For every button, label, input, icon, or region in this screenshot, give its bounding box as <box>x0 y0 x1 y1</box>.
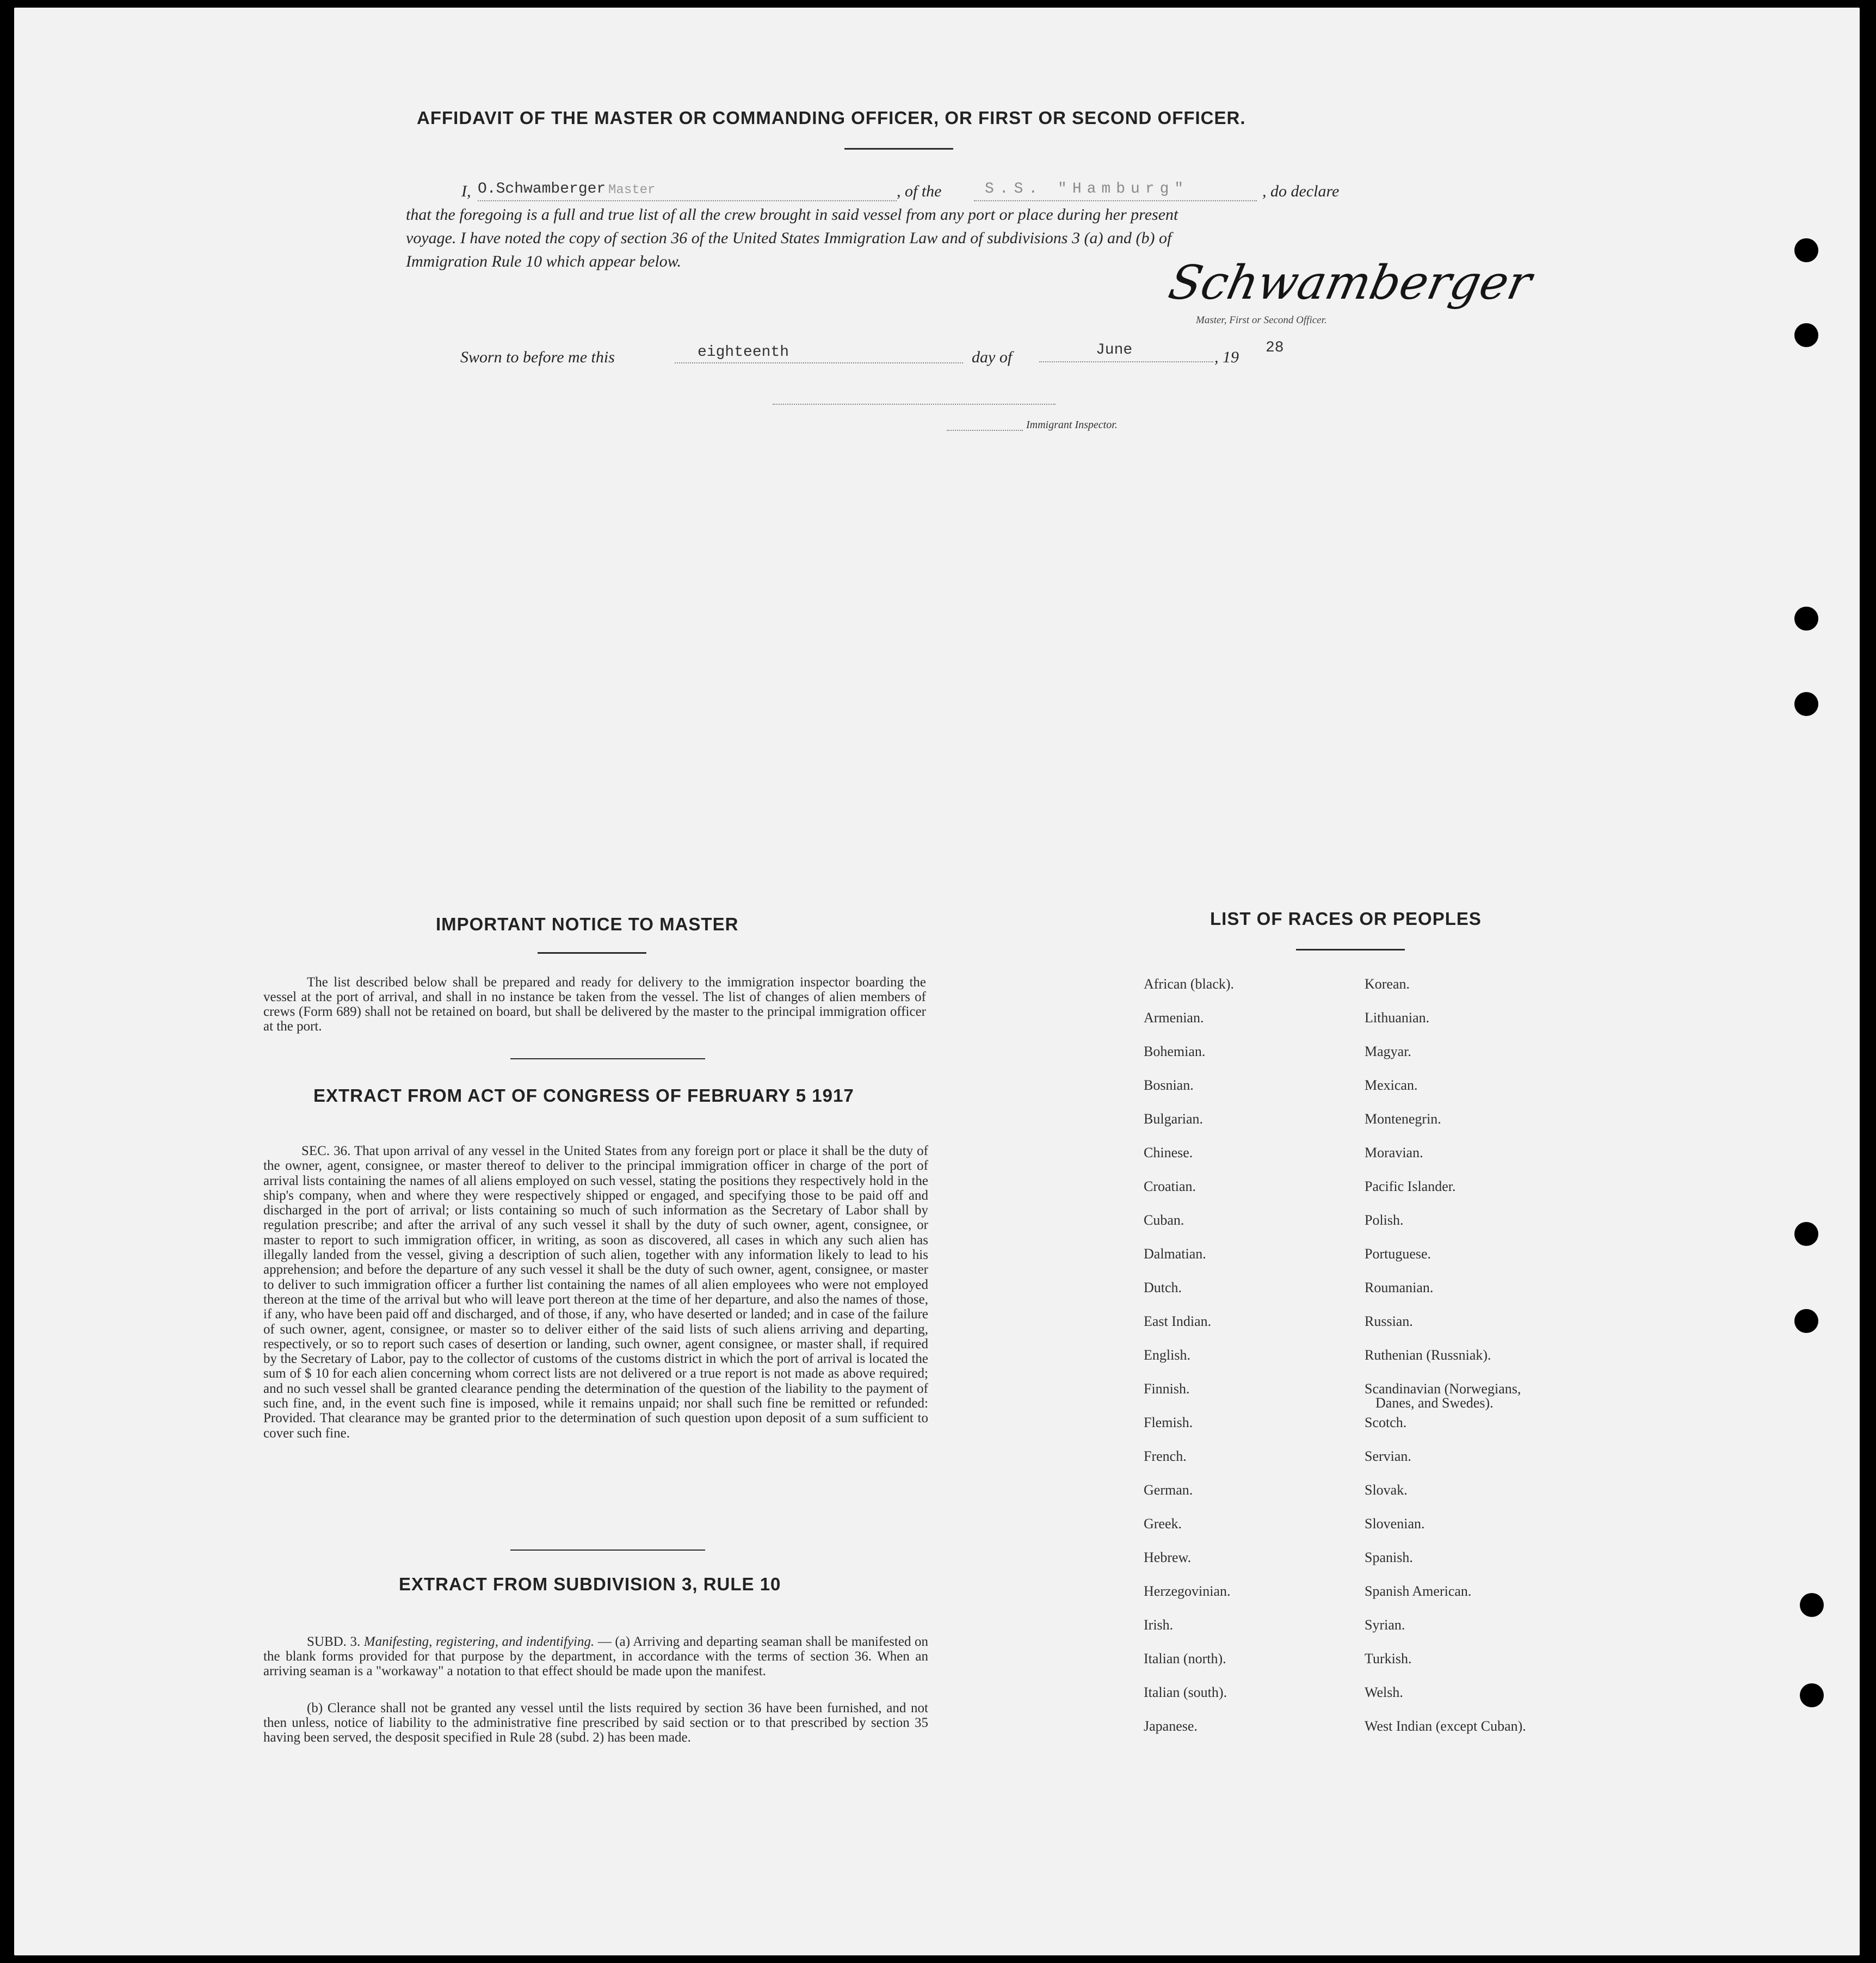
punch-hole <box>1800 1593 1824 1617</box>
sworn-day: eighteenth <box>698 344 789 361</box>
race-item: Italian (south). <box>1144 1684 1227 1700</box>
sworn-month-dotline <box>1039 361 1213 362</box>
race-item: Hebrew. <box>1144 1550 1192 1565</box>
race-item: Pacific Islander. <box>1365 1178 1456 1194</box>
rule-separator-top <box>510 1550 705 1551</box>
of-the-label: , of the <box>897 182 942 200</box>
race-item: African (black). <box>1144 976 1235 992</box>
race-item: Croatian. <box>1144 1178 1196 1194</box>
race-item: Slovenian. <box>1365 1516 1425 1532</box>
affidavit-line-3: voyage. I have noted the copy of section 36 of the United States Immigration Law and of subdivisions 3 (a) and (b) of <box>406 229 1172 247</box>
race-item: Chinese. <box>1144 1145 1193 1160</box>
race-item: Polish. <box>1365 1212 1404 1228</box>
race-item: Roumanian. <box>1365 1280 1434 1295</box>
race-item: Mexican. <box>1365 1077 1418 1093</box>
notice-separator-rule <box>510 1058 705 1059</box>
rule-title: EXTRACT FROM SUBDIVISION 3, RULE 10 <box>399 1574 781 1594</box>
race-item: Lithuanian. <box>1365 1010 1430 1026</box>
race-item: Italian (north). <box>1144 1651 1226 1666</box>
races-title: LIST OF RACES OR PEOPLES <box>1210 909 1482 929</box>
affidavit-i: I, <box>461 182 471 200</box>
master-signature: Schwamberger <box>1164 256 1536 310</box>
race-item: Magyar. <box>1365 1044 1411 1059</box>
race-item: Spanish American. <box>1365 1583 1472 1599</box>
race-item: Portuguese. <box>1365 1246 1431 1262</box>
race-item: Turkish. <box>1365 1651 1412 1666</box>
race-item: Greek. <box>1144 1516 1182 1532</box>
race-item: Spanish. <box>1365 1550 1413 1565</box>
race-item: Scotch. <box>1365 1415 1407 1430</box>
affidavit-line-4: Immigration Rule 10 which appear below. <box>406 252 682 270</box>
sworn-year: 28 <box>1266 339 1284 356</box>
punch-hole <box>1794 323 1818 347</box>
race-item: Scandinavian (Norwegians, <box>1365 1381 1521 1397</box>
notice-text: The list described below shall be prepared and ready for delivery to the immigration inspector boarding the vessel at the port of arrival, and shall in no instance be taken from the vessel. The list of changes of alien members of crews (Form 689) shall not be retained on board, but shall be delivered by the master to the principal immigration officer at the port. <box>263 975 926 1034</box>
rule-text-a <box>263 1634 928 1678</box>
rule-text-b: (b) Clerance shall not be granted any vessel until the lists required by section 36 have been furnished, and not then unless, notice of liability to the administrative fine prescribed by said section or to that prescribed by section 35 having been served, the desposit specified in Rule 28 (subd. 2) has been made. <box>263 1701 928 1745</box>
race-item: German. <box>1144 1482 1193 1498</box>
race-item: Finnish. <box>1144 1381 1190 1397</box>
race-item: Syrian. <box>1365 1617 1405 1633</box>
race-item: Bosnian. <box>1144 1077 1194 1093</box>
affidavit-line-2: that the foregoing is a full and true list of all the crew brought in said vessel from any port or place during her present <box>406 206 1178 224</box>
race-item: West Indian (except Cuban). <box>1365 1718 1526 1734</box>
affidavit-title-rule <box>844 148 953 150</box>
race-item: Flemish. <box>1144 1415 1193 1430</box>
race-item: Armenian. <box>1144 1010 1204 1026</box>
race-item: Welsh. <box>1365 1684 1403 1700</box>
do-declare-label: , do declare <box>1262 182 1340 200</box>
notice-title: IMPORTANT NOTICE TO MASTER <box>436 914 739 934</box>
race-item: East Indian. <box>1144 1313 1212 1329</box>
year-prefix: , 19 <box>1214 348 1239 366</box>
race-item: Russian. <box>1365 1313 1413 1329</box>
act-title: EXTRACT FROM ACT OF CONGRESS OF FEBRUARY 5 1917 <box>313 1085 854 1106</box>
name-dotline <box>478 200 897 201</box>
subd-italic: Manifesting, registering, and indentifying. <box>363 1634 595 1649</box>
punch-hole <box>1794 238 1818 262</box>
master-title-filled: Master <box>608 183 656 197</box>
notice-title-rule <box>538 952 646 954</box>
punch-hole <box>1794 607 1818 631</box>
punch-hole <box>1794 1309 1818 1333</box>
inspector-signature-line <box>773 404 1056 405</box>
punch-hole <box>1800 1683 1824 1707</box>
day-of-label: day of <box>972 348 1013 366</box>
race-item: Slovak. <box>1365 1482 1408 1498</box>
affidavit-title: AFFIDAVIT OF THE MASTER OR COMMANDING OFFICER, OR FIRST OR SECOND OFFICER. <box>417 108 1246 128</box>
subd-text-a: — (a) Arriving and departing seaman shall be manifested on the blank forms provided for that purpose by the department, in accordance with the terms of section 36. When an arriving seaman is a "workaway" a notation to that effect should be made upon the manifest. <box>263 1634 928 1678</box>
punch-hole <box>1794 692 1818 716</box>
master-name: O.Schwamberger <box>478 181 606 197</box>
race-item: Servian. <box>1365 1448 1411 1464</box>
race-item-continuation: Danes, and Swedes). <box>1375 1395 1494 1411</box>
race-item: Bohemian. <box>1144 1044 1206 1059</box>
race-item: Korean. <box>1365 976 1410 992</box>
vessel-dotline <box>974 200 1257 201</box>
signature-caption: Master, First or Second Officer. <box>1196 314 1327 326</box>
race-item: Japanese. <box>1144 1718 1198 1734</box>
race-item: Irish. <box>1144 1617 1174 1633</box>
race-item: Cuban. <box>1144 1212 1184 1228</box>
inspector-caption: Immigrant Inspector. <box>1026 419 1118 431</box>
race-item: Moravian. <box>1365 1145 1423 1160</box>
race-item: English. <box>1144 1347 1190 1363</box>
race-item: Montenegrin. <box>1365 1111 1441 1127</box>
race-item: Dutch. <box>1144 1280 1182 1295</box>
race-item: Ruthenian (Russniak). <box>1365 1347 1491 1363</box>
subd-prefix: SUBD. 3. <box>307 1634 361 1649</box>
race-item: French. <box>1144 1448 1187 1464</box>
race-item: Dalmatian. <box>1144 1246 1206 1262</box>
sworn-month: June <box>1096 342 1133 359</box>
sworn-day-dotline <box>675 362 963 363</box>
vessel-name: S.S. "Hamburg" <box>985 181 1189 197</box>
sworn-label: Sworn to before me this <box>460 348 615 366</box>
race-item: Herzegovinian. <box>1144 1583 1231 1599</box>
act-text: SEC. 36. That upon arrival of any vessel in the United States from any foreign port or place it shall be the duty of the owner, agent, consignee, or master thereof to deliver to the principal immigration officer in charge of the port of arrival lists containing the names of all aliens employed on such vessel, stating the positions they respectively hold in the ship's company, when and where they were respectively shipped or engaged, and specifying those to be paid off and discharged in the port of arrival; or lists containing so much of such information as the Secretary of Labor shall by regulation prescribe; and after the arrival of any such vessel it shall by the duty of such owner, agent, consignee, or master to report to such immigration officer, in writing, as soon as discovered, all cases in which any such alien has illegally landed from the vessel, giving a description of such alien, together with any information likely to lead to his apprehension; and before the departure of any such vessel it shall be the duty of such owner, agent, consignee, or master to deliver to such immigration officer a further list containing the names of all alien employees who were not employed thereon at the time of the arrival but who will leave port thereon at the time of her departure, and also the names of those, if any, who have been paid off and discharged, and of those, if any, who have deserted or landed; and in case of the failure of such owner, agent, consignee, or master so to deliver either of the said lists of such aliens arriving and departing, respectively, or so to report such cases of desertion or landing, such owner, agent consignee, or master shall, if required by the Secretary of Labor, pay to the collector of customs of the customs district in which the port of arrival is located the sum of $ 10 for each alien concerning whom correct lists are not delivered or a true report is not made as above required; and no such vessel shall be granted clearance pending the determination of the question of the liability to the payment of such fine, and, in the event such fine is imposed, while it remains unpaid; nor shall such fine be remitted or refunded: Provided. That clearance may be granted prior to the determination of such question upon deposit of a sum sufficient to cover such fine. <box>263 1144 928 1441</box>
inspector-caption-dotline <box>947 430 1023 431</box>
punch-hole <box>1794 1222 1818 1246</box>
race-item: Bulgarian. <box>1144 1111 1204 1127</box>
races-title-rule <box>1296 949 1405 950</box>
